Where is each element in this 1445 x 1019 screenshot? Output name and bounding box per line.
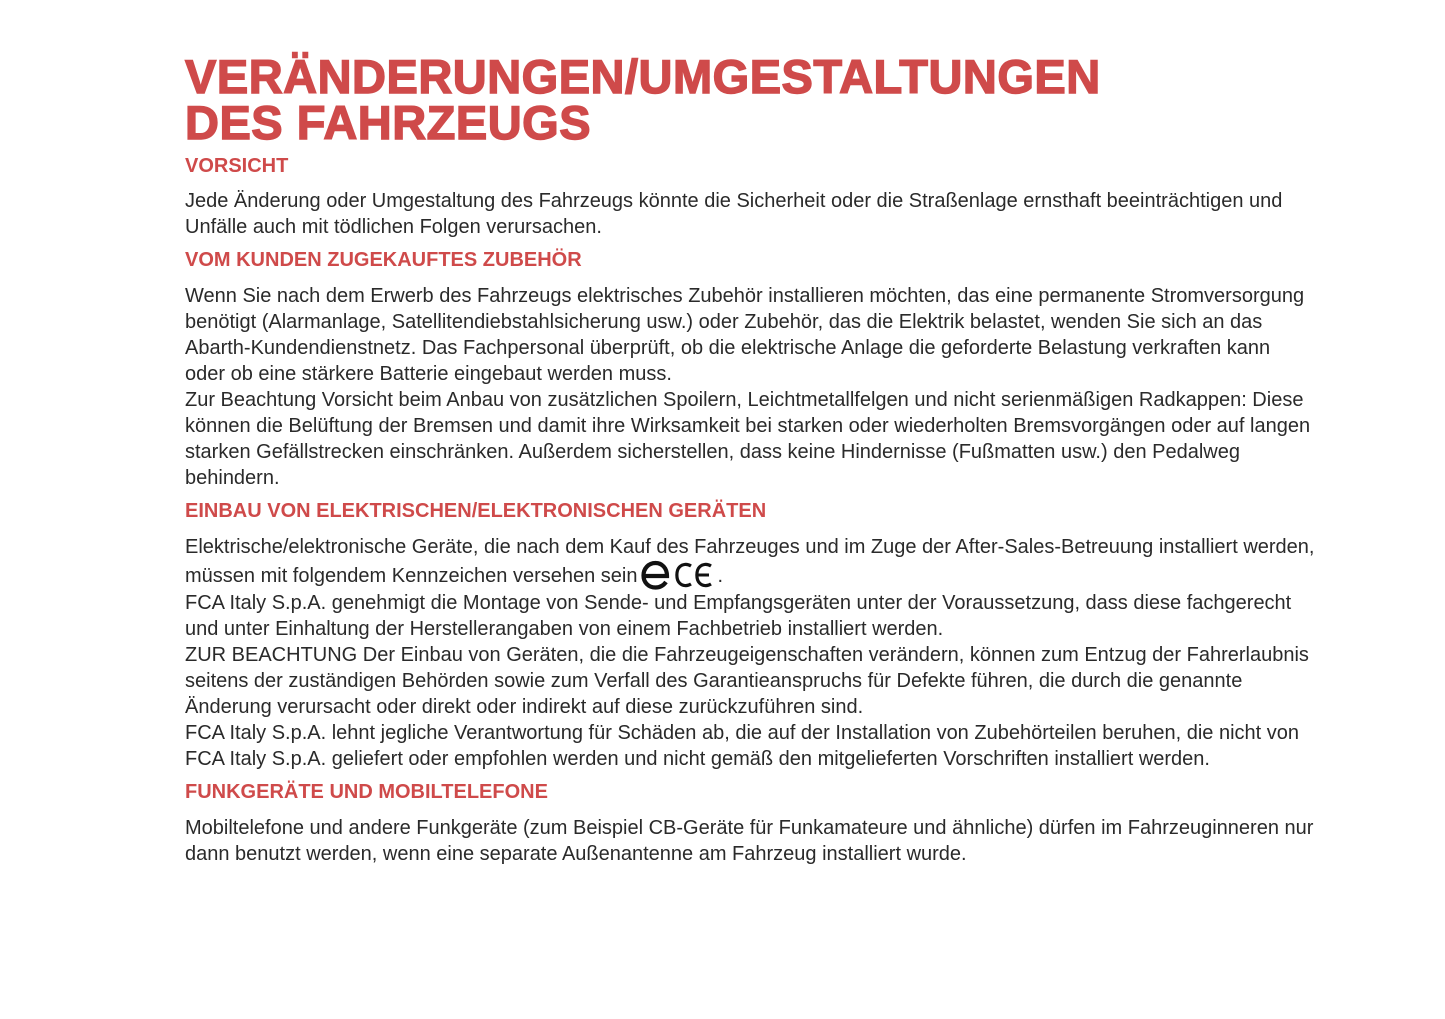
text-fragment: müssen mit folgendem Kennzeichen versehen sein: [185, 565, 638, 587]
text-line: und unter Einhaltung der Herstellerangaben von einem Fachbetrieb installiert werden.: [185, 618, 944, 640]
text-line: Abarth-Kundendienstnetz. Das Fachpersonal überprüft, ob die elektrische Anlage die geforderte Belastung verkraften kann: [185, 337, 1271, 359]
text-line: oder ob eine stärkere Batterie eingebaut werden muss.: [185, 363, 672, 385]
text-line: FCA Italy S.p.A. genehmigt die Montage von Sende- und Empfangsgeräten unter der Voraussetzung, dass diese fachgerecht: [185, 592, 1292, 614]
page-title-line-2: DES FAHRZEUGS: [185, 96, 592, 149]
text-line: Mobiltelefone und andere Funkgeräte (zum Beispiel CB-Geräte für Funkamateure und ähnliche) dürfen im Fahrzeuginneren nur: [185, 817, 1314, 839]
text-line: Zur Beachtung Vorsicht beim Anbau von zusätzlichen Spoilern, Leichtmetallfelgen und nicht serienmäßigen Radkappen: Diese: [185, 389, 1304, 411]
text-line: dann benutzt werden, wenn eine separate Außenantenne am Fahrzeug installiert wurde.: [185, 843, 967, 865]
text-line: Jede Änderung oder Umgestaltung des Fahrzeugs könnte die Sicherheit oder die Straßenlage ernsthaft beeinträchtigen und: [185, 190, 1283, 212]
page-title: [185, 50, 1345, 149]
ece-ce-mark-icon: [641, 560, 717, 590]
text-line: behindern.: [185, 467, 280, 489]
text-line: Änderung verursacht oder direkt oder indirekt auf diese zurückzuführen sind.: [185, 696, 864, 718]
text-line: FCA Italy S.p.A. geliefert oder empfohlen werden und nicht gemäß den mitgelieferten Vorschriften installiert werden.: [185, 748, 1210, 770]
section-text-vorsicht: [185, 188, 1345, 240]
section-text-funk: [185, 815, 1345, 867]
text-line: Elektrische/elektronische Geräte, die nach dem Kauf des Fahrzeuges und im Zuge der After-Sales-Betreuung installiert werden,: [185, 536, 1315, 558]
text-line: können die Belüftung der Bremsen und damit ihre Wirksamkeit bei starken oder wiederholten Bremsvorgängen oder auf langen: [185, 415, 1311, 437]
section-text-einbau: [185, 534, 1345, 772]
section-heading-zubehoer: VOM KUNDEN ZUGEKAUFTES ZUBEHÖR: [185, 249, 582, 271]
text-fragment: .: [717, 565, 724, 587]
section-heading-funk: FUNKGERÄTE UND MOBILTELEFONE: [185, 781, 548, 803]
manual-page: [185, 50, 1345, 867]
section-heading-vorsicht: VORSICHT: [185, 155, 289, 177]
section-text-zubehoer: [185, 283, 1345, 491]
text-line: benötigt (Alarmanlage, Satellitendiebstahlsicherung usw.) oder Zubehör, das die Elektrik belastet, wenden Sie sich an das: [185, 311, 1263, 333]
text-line: FCA Italy S.p.A. lehnt jegliche Verantwortung für Schäden ab, die auf der Installation von Zubehörteilen beruhen, die nicht von: [185, 722, 1300, 744]
page-title-line-1: VERÄNDERUNGEN/UMGESTALTUNGEN: [185, 50, 1101, 103]
section-heading-einbau: EINBAU VON ELEKTRISCHEN/ELEKTRONISCHEN GERÄTEN: [185, 500, 767, 522]
text-line: Unfälle auch mit tödlichen Folgen verursachen.: [185, 216, 602, 238]
text-line: Wenn Sie nach dem Erwerb des Fahrzeugs elektrisches Zubehör installieren möchten, das eine permanente Stromversorgung: [185, 285, 1305, 307]
text-line: seitens der zuständigen Behörden sowie zum Verfall des Garantieanspruchs für Defekte führen, die durch die genannte: [185, 670, 1243, 692]
text-line: starken Gefällstrecken einschränken. Außerdem sicherstellen, dass keine Hindernisse (Fußmatten usw.) den Pedalweg: [185, 441, 1240, 463]
text-line: ZUR BEACHTUNG Der Einbau von Geräten, die die Fahrzeugeigenschaften verändern, können zum Entzug der Fahrerlaubnis: [185, 644, 1309, 666]
text-line-with-mark: [185, 560, 1345, 590]
